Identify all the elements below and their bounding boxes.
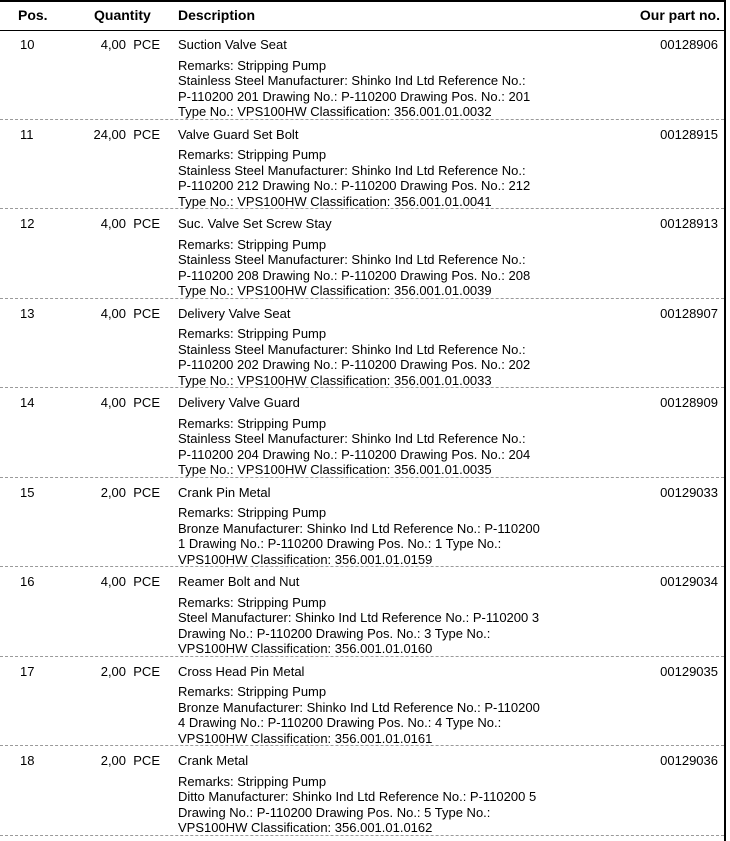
item-remarks: Remarks: Stripping Pump <box>178 594 327 610</box>
item-detail-line: Bronze Manufacturer: Shinko Ind Ltd Reference No.: P-110200 <box>178 520 540 536</box>
quantity-value: 2,00 <box>100 484 127 500</box>
table-row <box>0 657 724 747</box>
row-pos: 17 <box>20 663 35 679</box>
row-pos: 14 <box>20 395 35 410</box>
item-detail-line: Stainless Steel Manufacturer: Shinko Ind Ltd Reference No.: <box>178 73 526 88</box>
table-row <box>0 299 724 389</box>
quantity-unit: PCE <box>133 484 160 500</box>
header-quantity: Quantity <box>94 7 151 23</box>
row-part-no: 00129033 <box>660 484 718 500</box>
quantity-unit: PCE <box>133 216 160 231</box>
quantity-unit: PCE <box>133 126 160 142</box>
quantity-value: 4,00 <box>100 37 127 52</box>
item-detail-line: Stainless Steel Manufacturer: Shinko Ind Ltd Reference No.: <box>178 341 526 357</box>
row-description <box>178 485 540 568</box>
item-remarks: Remarks: Stripping Pump <box>178 147 327 162</box>
table-row <box>0 478 724 568</box>
row-description <box>178 127 530 210</box>
row-description <box>178 395 530 478</box>
table-header <box>0 2 724 31</box>
row-quantity <box>101 664 160 680</box>
table-row <box>0 120 724 210</box>
item-detail-line: Type No.: VPS100HW Classification: 356.001.01.0033 <box>178 372 492 388</box>
item-detail-line: Type No.: VPS100HW Classification: 356.001.01.0041 <box>178 193 492 209</box>
quantity-unit: PCE <box>133 753 160 768</box>
row-quantity <box>101 216 160 232</box>
item-detail-line: Type No.: VPS100HW Classification: 356.001.01.0035 <box>178 462 492 477</box>
item-detail-line: P-110200 204 Drawing No.: P-110200 Drawing Pos. No.: 204 <box>178 446 531 462</box>
item-detail-line: 4 Drawing No.: P-110200 Drawing Pos. No.: 4 Type No.: <box>178 715 502 730</box>
table-row <box>0 567 724 657</box>
item-detail-line: Drawing No.: P-110200 Drawing Pos. No.: 5 Type No.: <box>178 804 491 820</box>
header-description: Description <box>178 7 256 23</box>
row-quantity <box>101 753 160 769</box>
quantity-value: 4,00 <box>100 395 127 410</box>
item-detail-line: Type No.: VPS100HW Classification: 356.001.01.0032 <box>178 104 492 119</box>
quantity-unit: PCE <box>133 305 160 321</box>
row-part-no: 00128913 <box>660 216 718 231</box>
quantity-unit: PCE <box>133 37 160 52</box>
row-part-no: 00129034 <box>660 574 718 589</box>
row-pos: 16 <box>20 574 35 589</box>
item-remarks: Remarks: Stripping Pump <box>178 57 327 73</box>
quantity-value: 2,00 <box>100 663 127 679</box>
item-title: Suc. Valve Set Screw Stay <box>178 216 332 231</box>
row-description <box>178 574 539 657</box>
item-remarks: Remarks: Stripping Pump <box>178 684 327 699</box>
item-detail-line: Stainless Steel Manufacturer: Shinko Ind Ltd Reference No.: <box>178 431 526 446</box>
item-list <box>0 30 724 836</box>
item-detail-line: P-110200 201 Drawing No.: P-110200 Drawing Pos. No.: 201 <box>178 88 531 104</box>
item-detail-line: 1 Drawing No.: P-110200 Drawing Pos. No.: 1 Type No.: <box>178 536 502 551</box>
item-detail-line: P-110200 212 Drawing No.: P-110200 Drawing Pos. No.: 212 <box>178 178 531 193</box>
item-detail-line: Stainless Steel Manufacturer: Shinko Ind Ltd Reference No.: <box>178 252 526 267</box>
row-description <box>178 306 530 389</box>
item-detail-line: P-110200 208 Drawing No.: P-110200 Drawing Pos. No.: 208 <box>178 267 531 283</box>
item-title: Suction Valve Seat <box>178 37 287 52</box>
row-part-no: 00128906 <box>660 37 718 52</box>
header-pos: Pos. <box>18 7 48 23</box>
item-title: Valve Guard Set Bolt <box>178 126 299 142</box>
item-title: Delivery Valve Seat <box>178 305 291 321</box>
row-description <box>178 216 530 299</box>
quantity-value: 4,00 <box>100 574 127 589</box>
row-pos: 12 <box>20 216 35 231</box>
row-part-no: 00129036 <box>660 753 718 768</box>
row-pos: 15 <box>20 484 35 500</box>
row-pos: 18 <box>20 753 35 768</box>
item-remarks: Remarks: Stripping Pump <box>178 326 327 341</box>
row-quantity <box>101 395 160 411</box>
row-pos: 13 <box>20 305 35 321</box>
row-quantity <box>101 37 160 53</box>
row-part-no: 00128907 <box>660 305 718 321</box>
item-remarks: Remarks: Stripping Pump <box>178 773 327 789</box>
item-title: Reamer Bolt and Nut <box>178 574 300 589</box>
table-row <box>0 746 724 836</box>
row-pos: 11 <box>20 126 34 142</box>
quantity-value: 24,00 <box>93 126 127 142</box>
row-pos: 10 <box>20 37 35 52</box>
row-description <box>178 37 530 120</box>
item-detail-line: P-110200 202 Drawing No.: P-110200 Drawing Pos. No.: 202 <box>178 357 531 372</box>
quantity-unit: PCE <box>133 395 160 410</box>
quantity-value: 4,00 <box>100 216 127 231</box>
row-description <box>178 753 536 836</box>
table-row <box>0 388 724 478</box>
quantity-value: 4,00 <box>100 305 127 321</box>
item-detail-line: VPS100HW Classification: 356.001.01.0160 <box>178 641 433 656</box>
item-detail-line: Bronze Manufacturer: Shinko Ind Ltd Reference No.: P-110200 <box>178 699 540 715</box>
row-quantity <box>93 127 160 143</box>
item-detail-line: Stainless Steel Manufacturer: Shinko Ind Ltd Reference No.: <box>178 162 526 178</box>
header-part-no: Our part no. <box>639 7 720 23</box>
item-remarks: Remarks: Stripping Pump <box>178 236 327 252</box>
item-detail-line: Steel Manufacturer: Shinko Ind Ltd Reference No.: P-110200 3 <box>178 610 540 625</box>
item-detail-line: VPS100HW Classification: 356.001.01.0161 <box>178 730 433 746</box>
table-row <box>0 209 724 299</box>
item-remarks: Remarks: Stripping Pump <box>178 415 327 431</box>
item-title: Crank Pin Metal <box>178 484 271 500</box>
quantity-unit: PCE <box>133 574 160 589</box>
item-detail-line: VPS100HW Classification: 356.001.01.0159 <box>178 551 433 567</box>
quantity-unit: PCE <box>133 663 160 679</box>
quantity-value: 2,00 <box>100 753 127 768</box>
row-quantity <box>101 306 160 322</box>
item-title: Cross Head Pin Metal <box>178 663 305 679</box>
row-quantity <box>101 574 160 590</box>
item-detail-line: Type No.: VPS100HW Classification: 356.001.01.0039 <box>178 283 492 298</box>
row-description <box>178 664 540 747</box>
item-detail-line: Drawing No.: P-110200 Drawing Pos. No.: 3 Type No.: <box>178 625 491 641</box>
item-detail-line: VPS100HW Classification: 356.001.01.0162 <box>178 820 433 835</box>
row-part-no: 00129035 <box>660 663 718 679</box>
item-title: Crank Metal <box>178 753 249 768</box>
item-title: Delivery Valve Guard <box>178 395 300 410</box>
item-detail-line: Ditto Manufacturer: Shinko Ind Ltd Reference No.: P-110200 5 <box>178 789 537 804</box>
row-quantity <box>101 485 160 501</box>
item-remarks: Remarks: Stripping Pump <box>178 505 327 520</box>
row-part-no: 00128909 <box>660 395 718 410</box>
row-part-no: 00128915 <box>660 126 718 142</box>
table-row <box>0 30 724 120</box>
